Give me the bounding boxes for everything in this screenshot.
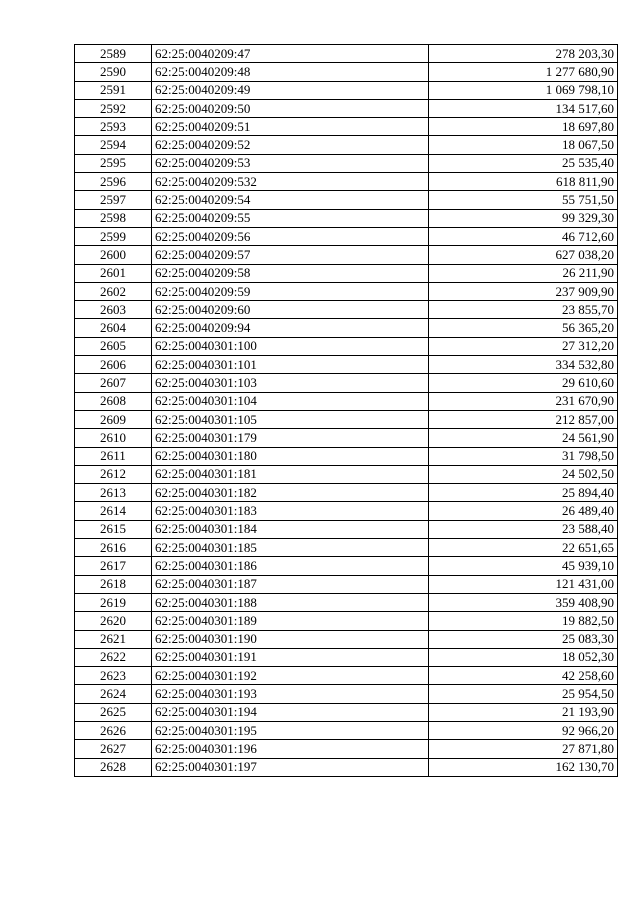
table-row: [75, 282, 618, 300]
table-row: [75, 520, 618, 538]
cadastral-number-cell: 62:25:0040301:188: [152, 593, 429, 611]
table-row: [75, 154, 618, 172]
table-row: [75, 374, 618, 392]
cadastral-value-cell: 46 712,60: [429, 227, 618, 245]
cadastral-number-cell: 62:25:0040209:532: [152, 173, 429, 191]
row-number-cell: 2611: [75, 447, 152, 465]
cadastral-value-cell: 22 651,65: [429, 539, 618, 557]
cadastral-number-cell: 62:25:0040301:103: [152, 374, 429, 392]
row-number-cell: 2599: [75, 227, 152, 245]
cadastral-number-cell: 62:25:0040301:195: [152, 721, 429, 739]
cadastral-number-cell: 62:25:0040301:184: [152, 520, 429, 538]
cadastral-number-cell: 62:25:0040301:180: [152, 447, 429, 465]
table-row: [75, 557, 618, 575]
cadastral-number-cell: 62:25:0040209:53: [152, 154, 429, 172]
table-row: [75, 99, 618, 117]
row-number-cell: 2606: [75, 356, 152, 374]
cadastral-value-cell: 231 670,90: [429, 392, 618, 410]
cadastral-number-cell: 62:25:0040209:50: [152, 99, 429, 117]
cadastral-number-cell: 62:25:0040301:192: [152, 667, 429, 685]
row-number-cell: 2618: [75, 575, 152, 593]
table-row: [75, 136, 618, 154]
table-row: [75, 575, 618, 593]
cadastral-value-cell: 1 069 798,10: [429, 81, 618, 99]
table-row: [75, 301, 618, 319]
cadastral-value-cell: 18 052,30: [429, 648, 618, 666]
row-number-cell: 2609: [75, 410, 152, 428]
row-number-cell: 2617: [75, 557, 152, 575]
cadastral-value-cell: 27 312,20: [429, 337, 618, 355]
cadastral-value-cell: 45 939,10: [429, 557, 618, 575]
row-number-cell: 2619: [75, 593, 152, 611]
cadastral-value-cell: 31 798,50: [429, 447, 618, 465]
cadastral-value-cell: 25 083,30: [429, 630, 618, 648]
table-row: [75, 45, 618, 63]
row-number-cell: 2616: [75, 539, 152, 557]
cadastral-number-cell: 62:25:0040209:59: [152, 282, 429, 300]
row-number-cell: 2624: [75, 685, 152, 703]
table-row: [75, 356, 618, 374]
cadastral-value-cell: 25 894,40: [429, 484, 618, 502]
row-number-cell: 2615: [75, 520, 152, 538]
cadastral-number-cell: 62:25:0040209:56: [152, 227, 429, 245]
table-row: [75, 118, 618, 136]
row-number-cell: 2595: [75, 154, 152, 172]
row-number-cell: 2613: [75, 484, 152, 502]
row-number-cell: 2626: [75, 721, 152, 739]
cadastral-value-cell: 23 855,70: [429, 301, 618, 319]
cadastral-number-cell: 62:25:0040301:100: [152, 337, 429, 355]
row-number-cell: 2590: [75, 63, 152, 81]
cadastral-value-cell: 27 871,80: [429, 740, 618, 758]
cadastral-value-cell: 24 561,90: [429, 429, 618, 447]
table-row: [75, 703, 618, 721]
cadastral-number-cell: 62:25:0040301:190: [152, 630, 429, 648]
row-number-cell: 2623: [75, 667, 152, 685]
row-number-cell: 2601: [75, 264, 152, 282]
row-number-cell: 2598: [75, 209, 152, 227]
cadastral-value-cell: 237 909,90: [429, 282, 618, 300]
row-number-cell: 2591: [75, 81, 152, 99]
cadastral-value-cell: 99 329,30: [429, 209, 618, 227]
cadastral-number-cell: 62:25:0040301:101: [152, 356, 429, 374]
table-row: [75, 173, 618, 191]
cadastral-value-cell: 162 130,70: [429, 758, 618, 776]
row-number-cell: 2612: [75, 465, 152, 483]
cadastral-value-cell: 25 954,50: [429, 685, 618, 703]
cadastral-number-cell: 62:25:0040301:194: [152, 703, 429, 721]
cadastral-number-cell: 62:25:0040301:179: [152, 429, 429, 447]
cadastral-value-cell: 18 697,80: [429, 118, 618, 136]
cadastral-number-cell: 62:25:0040301:182: [152, 484, 429, 502]
cadastral-value-cell: 18 067,50: [429, 136, 618, 154]
cadastral-number-cell: 62:25:0040301:186: [152, 557, 429, 575]
cadastral-number-cell: 62:25:0040209:60: [152, 301, 429, 319]
row-number-cell: 2604: [75, 319, 152, 337]
table-row: [75, 630, 618, 648]
cadastral-number-cell: 62:25:0040301:181: [152, 465, 429, 483]
cadastral-number-cell: 62:25:0040209:49: [152, 81, 429, 99]
table-row: [75, 63, 618, 81]
cadastral-value-cell: 334 532,80: [429, 356, 618, 374]
table-row: [75, 246, 618, 264]
cadastral-value-cell: 26 489,40: [429, 502, 618, 520]
cadastral-value-table: [74, 44, 618, 777]
row-number-cell: 2621: [75, 630, 152, 648]
table-row: [75, 648, 618, 666]
table-row: [75, 685, 618, 703]
cadastral-value-cell: 23 588,40: [429, 520, 618, 538]
row-number-cell: 2627: [75, 740, 152, 758]
cadastral-value-cell: 21 193,90: [429, 703, 618, 721]
row-number-cell: 2608: [75, 392, 152, 410]
row-number-cell: 2602: [75, 282, 152, 300]
cadastral-value-cell: 278 203,30: [429, 45, 618, 63]
cadastral-number-cell: 62:25:0040209:94: [152, 319, 429, 337]
table-row: [75, 667, 618, 685]
row-number-cell: 2596: [75, 173, 152, 191]
row-number-cell: 2597: [75, 191, 152, 209]
row-number-cell: 2610: [75, 429, 152, 447]
row-number-cell: 2628: [75, 758, 152, 776]
table-row: [75, 264, 618, 282]
table-row: [75, 758, 618, 776]
cadastral-number-cell: 62:25:0040209:55: [152, 209, 429, 227]
table-row: [75, 593, 618, 611]
cadastral-number-cell: 62:25:0040209:47: [152, 45, 429, 63]
table-row: [75, 539, 618, 557]
row-number-cell: 2607: [75, 374, 152, 392]
table-row: [75, 337, 618, 355]
table-row: [75, 319, 618, 337]
cadastral-number-cell: 62:25:0040301:105: [152, 410, 429, 428]
row-number-cell: 2625: [75, 703, 152, 721]
cadastral-number-cell: 62:25:0040209:57: [152, 246, 429, 264]
cadastral-value-cell: 55 751,50: [429, 191, 618, 209]
table-row: [75, 465, 618, 483]
table-row: [75, 484, 618, 502]
cadastral-number-cell: 62:25:0040301:189: [152, 612, 429, 630]
table-row: [75, 721, 618, 739]
cadastral-value-cell: 212 857,00: [429, 410, 618, 428]
table-row: [75, 429, 618, 447]
cadastral-number-cell: 62:25:0040209:54: [152, 191, 429, 209]
cadastral-value-cell: 134 517,60: [429, 99, 618, 117]
cadastral-value-cell: 24 502,50: [429, 465, 618, 483]
cadastral-number-cell: 62:25:0040301:191: [152, 648, 429, 666]
cadastral-number-cell: 62:25:0040209:51: [152, 118, 429, 136]
table-row: [75, 410, 618, 428]
table-row: [75, 612, 618, 630]
cadastral-number-cell: 62:25:0040301:196: [152, 740, 429, 758]
row-number-cell: 2589: [75, 45, 152, 63]
table-row: [75, 227, 618, 245]
cadastral-number-cell: 62:25:0040209:48: [152, 63, 429, 81]
cadastral-value-cell: 359 408,90: [429, 593, 618, 611]
row-number-cell: 2592: [75, 99, 152, 117]
cadastral-value-cell: 627 038,20: [429, 246, 618, 264]
table-row: [75, 191, 618, 209]
cadastral-number-cell: 62:25:0040301:193: [152, 685, 429, 703]
cadastral-value-cell: 26 211,90: [429, 264, 618, 282]
cadastral-number-cell: 62:25:0040209:52: [152, 136, 429, 154]
row-number-cell: 2614: [75, 502, 152, 520]
cadastral-value-cell: 618 811,90: [429, 173, 618, 191]
table-row: [75, 209, 618, 227]
row-number-cell: 2594: [75, 136, 152, 154]
cadastral-number-cell: 62:25:0040301:197: [152, 758, 429, 776]
table-row: [75, 740, 618, 758]
table-row: [75, 392, 618, 410]
row-number-cell: 2593: [75, 118, 152, 136]
cadastral-value-cell: 29 610,60: [429, 374, 618, 392]
cadastral-number-cell: 62:25:0040301:183: [152, 502, 429, 520]
row-number-cell: 2603: [75, 301, 152, 319]
cadastral-number-cell: 62:25:0040301:187: [152, 575, 429, 593]
row-number-cell: 2605: [75, 337, 152, 355]
table-row: [75, 447, 618, 465]
row-number-cell: 2622: [75, 648, 152, 666]
cadastral-value-cell: 19 882,50: [429, 612, 618, 630]
cadastral-number-cell: 62:25:0040301:104: [152, 392, 429, 410]
cadastral-value-cell: 1 277 680,90: [429, 63, 618, 81]
row-number-cell: 2600: [75, 246, 152, 264]
cadastral-value-cell: 92 966,20: [429, 721, 618, 739]
cadastral-value-cell: 25 535,40: [429, 154, 618, 172]
table-body: [75, 45, 618, 777]
cadastral-number-cell: 62:25:0040301:185: [152, 539, 429, 557]
cadastral-value-cell: 121 431,00: [429, 575, 618, 593]
table-row: [75, 502, 618, 520]
cadastral-value-cell: 56 365,20: [429, 319, 618, 337]
cadastral-value-cell: 42 258,60: [429, 667, 618, 685]
cadastral-number-cell: 62:25:0040209:58: [152, 264, 429, 282]
table-row: [75, 81, 618, 99]
row-number-cell: 2620: [75, 612, 152, 630]
